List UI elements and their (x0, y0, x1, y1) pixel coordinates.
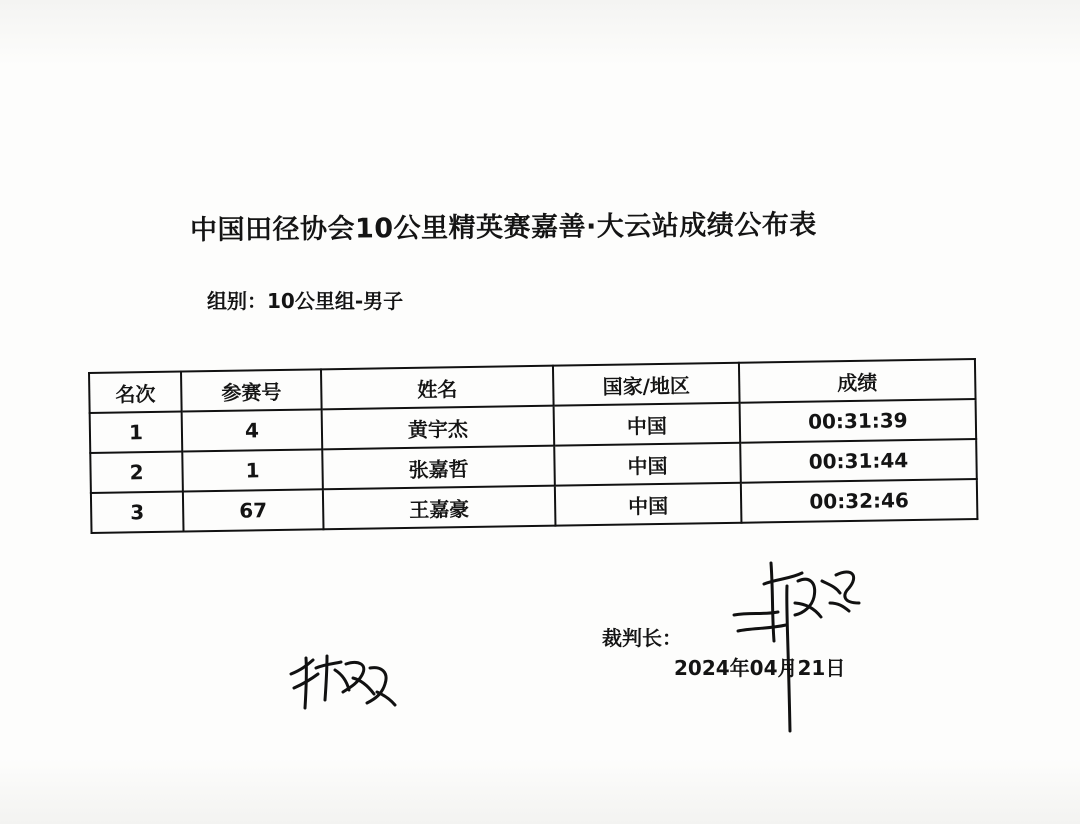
country-cell: 中国 (555, 483, 742, 526)
time-cell: 00:32:46 (741, 479, 978, 523)
name-cell: 张嘉哲 (322, 446, 555, 490)
header-name: 姓名 (321, 366, 554, 410)
header-rank: 名次 (89, 372, 182, 413)
page-title: 中国田径协会10公里精英赛嘉善·大云站成绩公布表 (189, 209, 817, 246)
header-country: 国家/地区 (553, 363, 740, 406)
country-cell: 中国 (554, 443, 741, 486)
rank-cell: 3 (91, 492, 184, 533)
bib-cell: 1 (182, 449, 323, 491)
country-cell: 中国 (554, 403, 741, 446)
name-cell: 王嘉豪 (323, 486, 556, 530)
name-cell: 黄宇杰 (322, 406, 555, 450)
referee-signature (726, 545, 866, 735)
referee-label: 裁判长： (602, 626, 682, 650)
bib-cell: 67 (183, 489, 324, 531)
rank-cell: 1 (90, 412, 183, 453)
header-time: 成绩 (739, 359, 976, 403)
bib-cell: 4 (182, 409, 323, 451)
header-bib: 参赛号 (181, 369, 322, 411)
time-cell: 00:31:44 (740, 439, 977, 483)
left-signature (288, 650, 398, 712)
group-label: 组别：10公里组-男子 (207, 289, 404, 313)
date-text: 2024年04月21日 (674, 656, 846, 680)
results-table (88, 358, 978, 534)
rank-cell: 2 (90, 452, 183, 493)
time-cell: 00:31:39 (740, 399, 977, 443)
